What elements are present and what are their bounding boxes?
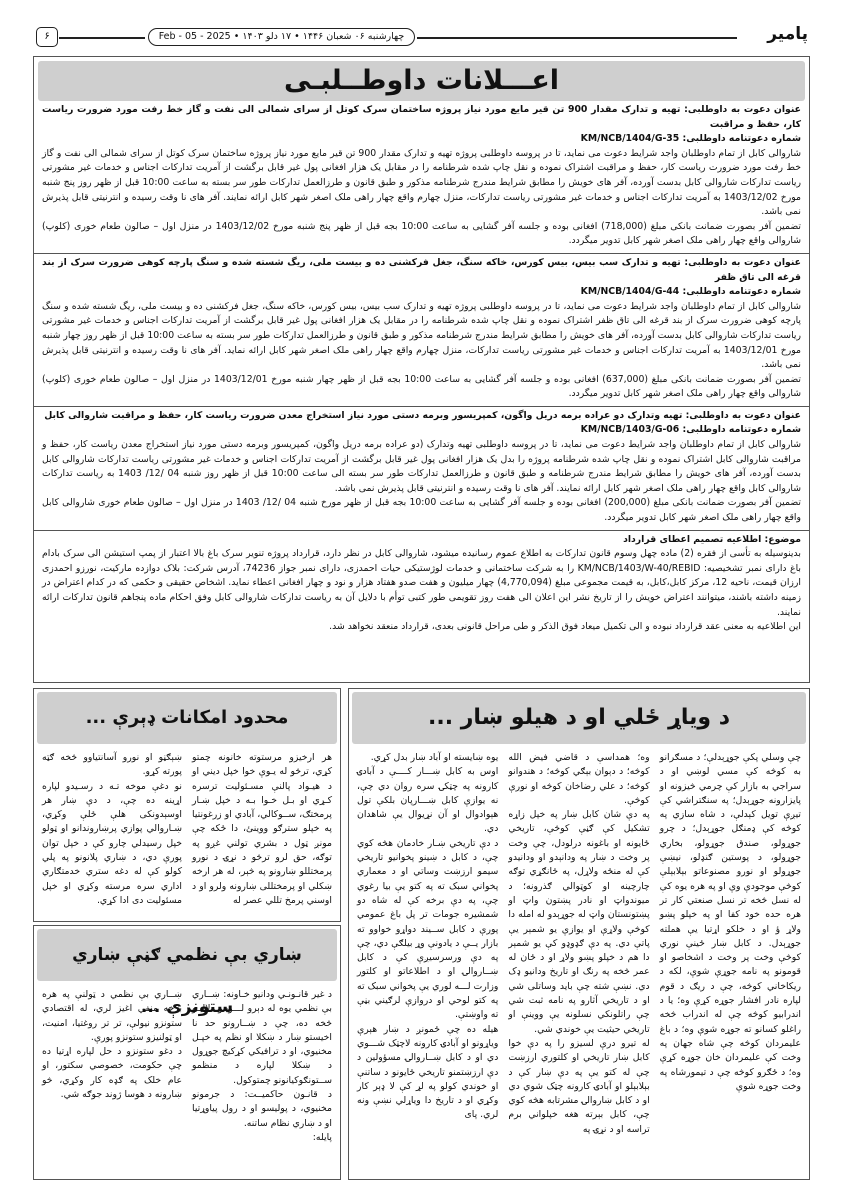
notice-body: بدینوسیله به تأسی از فقره (2) ماده چهل وسوم قانون تدارکات به اطلاع عموم رسانیده میشود، شاروالی کابل در نظر دارد، قرارداد پروژه تنویر سرک باغ بالا اعتبار از پمپ استیشن الی سرک بادام باغ دارای نمبر تشخیصیه: KM/NCB/1403/W-40/REBID را به شرکت ساختمانی و خدمات لوژستیکی حیات احمدزی، دارای نمبر جواز 74236، آدرس شرکت: بلاک دوازده مارکیت، نورزو احمدزی ارزان قیمت، ناحیه 12، مرکز کابل،کابل، به قیمت مجموعی مبلغ (4,770,094) چهار میلیون و هفت صدو هفتاد هزار و نود و چهار افغانی اعطاء نماید. اشخاص حقیقی و حکمی که در کدام اعتراض در زمینه داشته باشند، میتوانند اعتراض خویش را از تاریخ نشر این اعلان الی هفت روز تقویمی طور کتبی توأم با دلایل آن به ریاست تدارکات شاروالی کابل وفق احکام ماده پنجاهم قانون تدارکات ارائه نمایند. (42, 548, 802, 618)
award-notice (34, 531, 809, 639)
article-bottom (33, 925, 341, 1180)
tender-reference: شماره دعوتنامه داوطلبی: KM/NCB/1404/G-35 (580, 133, 801, 145)
article-column: ښــاري بې نظمي د ټولنې په هره برخه منفي اغيز لري، له اقتصادي ستونزو نيولې، تر تر روغتيا، امنيت، او ټولنيزو ستونزو پورې. د دغو ستونزو د حل لپاره اړتيا ده چې حکومت، خصوصي سکتور، او عام خلک په ګډه کار وکړي، څو ښارونه د هوسا ژوند جوګه شي. (42, 989, 182, 1101)
notice-heading: موضوع: اطلاعیه تصمیم اعطای قرارداد (623, 533, 801, 545)
tender-heading: عنوان دعوت به داوطلبی: تهیه و تدارک سب بیس، بیس کورس، خاکه سنگ، جغل فرکشنی ده و بیست ملی، ریگ شسته شده و سنگ پارچه کوهی ضرورت سرک از بند قرغه الی تاق ظفر (42, 256, 801, 283)
article-main-columns (349, 747, 809, 1141)
tender-body: شاروالی کابل از تمام داوطلبان واجد شرایط دعوت می نماید، تا در پروسه داوطلبی پروژه تهیه و تدارک سب بیس، بیس کورس، خاکه سنگ، جغل فرکشنی ده و بیست ملی، ریگ شسته شده و سنگ پارچه کوهی ضرورت سرک از بند قرغه الی تاق ظفر اشتراک نموده و نقل چاپ شده شرطنامه را در مقابل یک هزار افغانی پول غیر قابل برگشت از آمریت تدارکات اجناس و خدمات غیر مشورتی ریاست تدارکات شاروالی کابل بدست آورده، آفر های خویش را مطابق شرایط مندرج شرطنامه مذکور و طبق قانون و طرزالعمل تدارکات طور سر بسته به ساعت 10:00 قبل از ظهر روز چهار شنبه مورخ 1403/12/01 به آمریت تدارکات اجناس و خدمات غیر مشورتی ریاست تدارکات، منزل چهارم واقع چهار راهی ملک اصغر شهر کابل ارائه نماید. آفر های نا وقت رسیده و انترنیتی قابل پذیرش نمی باشد. (42, 300, 801, 371)
article-column: ښېګڼو او نورو آسانتياوو څخه ګټه پورته کړو. نو دغې موخه تـه د رسـيدو لپاره اړینه ده چې، د دې ښار هر اوسېدونکی هلې ځلې وکړي، ښـاروالي پوازي پرښاروندانو او ټولو خپل رسيدلي چارو کې د خپل توان پورې دي، د ښاري پلانونو په پلي کولو کې له دغه ستري خدمتګاري اداري سره مرسته وکړي او خپل مسئولیت دی ادا کړي. (42, 752, 182, 906)
header-rule-right (417, 37, 737, 39)
article-column: چې وسلي پکې جوړېدلې؛ د مسګرانو به کوڅه کې مسي لوښي او د سراجي به بازار کې چرمي څیزونه او پایزارونه جوړېدل؛ په سنګتراشي کې تیږې تویل کېدلې، د شاه سازي په کوڅه کې ډمنګل جوړېدل؛ د چرو جوړولو، صندق جوړولو، بخاري جوړولو، د پوستين ګنډلو، نيښې جوړولو او نورو مصنوعاتو بېلابېلې کوڅې موجودې وې او په هره يوه کې له نسل څخه تر نسل صنعتي کار تر هره حده خود کفا او په خپلو پښو ولاړ ؤ او د خلکو اړتیا يې هملته جوړېدل. د کابل ښار ځينې نوري کوڅې وخت پر وخت د اشخاصو او قومونو په نامه جوړې شوې، لکه د ریکاخاني کوڅه، چې د ريګ د قوم لپاره نادر افشار جوړه کړې وه؛ یا د اندرابيو کوڅه چې له اندراب څخه راغلو کسانو ته جوړه شوې وه؛ د باغ عليمردان کوڅه چې شاه جهان په وخت کې علیمردان خان جوړه کړې وه؛ د ځګرو کوڅه چې د تيمورشاه په وخت جوړه شوې (659, 752, 801, 1092)
article-column: يوه ښايسته او آباد ښار بدل کړي. اوس به کابل ښـــار کــــې د آبادۍ کارونه په چټکۍ سره روان دي چې، نه يوازې کابل ښـــارپان بلکې تول هېوادوال او آن نړيوال يې شاهدان دي. د دې تاريخي ښـار خادمان هڅه کوي چې، د کابل د ښينو پخوانيو تاريخي سيمو ارزښت وساتي او د معماري پخواني سبک ته په کتو يې بيا رغوي چې، په دې برخه کې له شاه دو شمشيره جومات تر پل باغ عمومي پورې د کابل ســيند دواړو خواوو ته بازار يــې د يادونې وړ بيلګې دي، چې په دې ورسرسيږې کې د کابل ښــاروالۍ او د اطلاعاتو او کلتور وزارت لـــه لوري يې پخواني سبک ته په کتو لوحي او دروازې لرګيني بڼې ته واوښتې. هيله ده چې ځمونږ د ښار هېرې وياړونو او آبادۍ کارونه لاچټک شـــوي دي او د کابل ښــاروالۍ مسؤولين د دې ارزښتمنو تاريخي ځايونو د ساتنې او خوندي کولو په لړ کې لا ډېر کار وکړي او د تاريخ دا وياړلي نښې ونه لري. پای (357, 752, 499, 1121)
tender-bond: تضمین آفر بصورت ضمانت بانکی مبلغ (200,000) افغانی بوده و جلسه آفر گشایی به ساعت 10:00 بجه قبل از ظهر مورخ شنبه 04 /12/ 1403 در منزل اول – صالون طعام خوری شاروالی کابل واقع چهار راهی ملک اصغر شهر کابل تدویر میگردد. (42, 497, 802, 524)
tender-reference: شماره دعوتنامه داوطلبی: KM/NCB/1404/G-44 (580, 286, 801, 298)
tender-ad (34, 254, 809, 407)
tender-body: شاروالی کابل از تمام داوطلبان واجد شرایط دعوت می نماید، تا در پروسه داوطلبی تهیه وتدارک (دو عراده برمه دریل واگون، کمپریسور وبرمه دستی مورد نیاز استخراج معدن ریاست کار، حفظ و مراقبت شاروالی کابل اشتراک نموده و نقل چاپ شده شرطنامه پروژه را بدل یک هزار افغانی پول غیر قابل برگشت از آمریت تدارکات اجناس و خدمات غیر مشورتی ریاست تدارکات شاروالی کابل بدست آورده، آفر های خویش را مطابق شرایط مندرج شرطنامه و طبق قانون و طرزالعمل تدارکات طور سر بسته الی ساعت 10:00 قبل از ظهر روز شنبه 04 /12/ 1403 به ریاست تدارکات شاروالی کابل واقع چهار راهی ملک اصغر شهر کابل ارائه نمایند. آفر های نا وقت رسیده و انترنیتی قابل پذیرش نمی باشد. (42, 439, 802, 494)
article-bottom-title: ښاري بې نظمي ګڼې ښاري ستونزې ... (37, 929, 337, 981)
header-rule-left (59, 37, 145, 39)
notice-footer: این اطلاعیه به معنی عقد قرارداد نبوده و الی تکمیل میعاد فوق الذکر و طی مراحل قانونی بعدی، قرارداد منعقد نخواهد شد. (329, 621, 801, 633)
tender-body: شاروالی کابل از تمام داوطلبان واجد شرایط دعوت می نماید، تا در پروسه داوطلبی پروژه تهیه و تدارک مقدار 900 تن قیر مایع مورد نیاز پروژه ساختمان سرک کوتل از سرای شمالی الی نفت و گاز خط رفت مورد ضرورت ریاست کار، حفظ و مراقبت اشتراک نموده و نقل چاپ شده شرطنامه را در مقابل یک هزار افغانی پول غیر قابل برگشت از آمریت تدارکات اجناس و خدمات غیر مشورتی ریاست تدارکات شاروالی کابل بدست آورده، آفر های خویش را مطابق شرایط مندرج شرطنامه مذکور و طبق قانون و طرزالعمل تدارکات طور سر بسته به ساعت 10:00 قبل از ظهر روز پنج شنبه مورخ 1403/12/02 به آمریت تدارکات اجناس و خدمات غیر مشورتی ریاست تدارکات، منزل چهارم واقع چهار راهی ملک اصغر شهر کابل ارائه نمایند. آفر های نا وقت رسیده و انترنیتی قابل پذیرش نمی باشد. (42, 147, 802, 218)
article-side (33, 688, 341, 922)
article-column: هر ارخیزو مرستوته خانونه چمتو کړي، ترڅو له يـوې خوا خپل دیني او د هيـواد پالنې مسـئولیت ترسره کـړي او بـل خـوا بـه د خپل ښـار پرمختګ، ســوکالي، آبادي او زرغونتيا په خپلو سترګو ووينئ، دا ځکه چې مونږ ټول د بشري تولني غږو په توګه، حق لرو ترڅو د نړۍ د نورو پرمختللو ښارونو په څېر، له هر ارخه ښکلي او پرمختللی ښارونه ولرو او د اوسني پرمخ تللي عصر له (192, 752, 332, 906)
brand-logo: پامیر (767, 24, 808, 44)
issue-date: چهارشنبه ۰۶ شعبان ۱۴۴۶ • ۱۷ دلو ۱۴۰۳ • Feb - 05 - 2025 (148, 28, 415, 46)
article-column: د غیر قانـونـي ودانيو خـاونه: ښــاري بې نظمي يوه له دېرو لـــويـو دلاليـو څخه ده، چې د ښــارونو حد نا اخیستو ښار د ښکلا او نظم په خپـل مخنيوي، او د ترافيکي کړکيچ جوړول د ښکلا لپاره د منظمو ســتونګوکيانونو چمتوکول. د قانـون حاکميــت: د جرمونو مخنيوي، د پوليسو او د رول پياوړتيا او د ښاري نظام ساتنه. پایله: (192, 989, 332, 1143)
tender-ad (34, 101, 809, 254)
tender-ad (34, 407, 809, 531)
article-main (348, 688, 810, 1180)
tender-bond: تضمین آفر بصورت ضمانت بانکی مبلغ (637,000) افغانی بوده و جلسه آفر گشایی به ساعت 10:00 بجه قبل از ظهر چهار شنبه مورخ 1403/12/01 در منزل اول – صالون طعام خوری (کلوپ) شاروالی واقع چهار راهی ملک اصغر شهر کابل تدویر میگردد. (42, 373, 801, 400)
tender-reference: شماره دعوتنامه داوطلبی: KM/NCB/1403/G-06 (580, 424, 801, 436)
article-side-columns (34, 747, 340, 912)
article-column: وه؛ همداسې د قاضي فيض الله کوڅه؛ د دېوان بېګي کوڅه؛ د هندوانو کوڅه؛ د علي رضاخان کوڅه او نورې کوڅې. په دې شان کابل ښار په خپل زاړه تشکيل کې ګڼې کوڅې، تاريخي ځايونه او باغونه درلودل، چې وخت پر وخت د ښار په ودانېدو او ودانيدو کې له منځه ولاړل، په ځانګړي توګه چارچينه او کوټوالي ګذرونه؛ د ميوندواټ او نادر پښتون واټ او پښتونستان واټ له جوړېدو له امله دا کوڅې ولاړې او يوازې يو شمېر يې پاتې دي. په دې ګډوډو کې يو شمېر دا هم د خپلو پښو ولاړ او د ځان له عمر څخه په رنګ او تاريخ ودانيو ډک دي. نښې شته چې بايد وساتلی شي او د تاريخي آثارو په نامه ثبت شي چې راتلونکي نسلونه يې ووينې او تاريخي حيثيت يې خوندي شي. له تيرو درې لسيزو را په دې خوا کابل ښار تاريخي او کلتوري ارزښت چې له کتو يې په دې ښار کې د بېلابېلو او آبادۍ کارونه چټک شوي دي او د کابل ښاروالۍ مشرتابه هڅه کوي چې، کابل بېرته هغه خپلواني برم تراسه او د نړۍ په (508, 752, 650, 1135)
tenders-title: اعـــلانات داوطــلبـی (38, 61, 805, 101)
tenders-section (33, 56, 810, 683)
article-main-title: د وياړ ځلي او د هيلو ښار ... (352, 692, 806, 744)
page-header (33, 26, 808, 50)
page-number: ۶ (36, 27, 58, 47)
tender-bond: تضمین آفر بصورت ضمانت بانکی مبلغ (718,000) افغانی بوده و جلسه آفر گشایی به ساعت 10:00 بجه قبل از ظهر پنج شنبه مورخ 1403/12/02 در منزل اول – صالون طعام خوری (کلوپ) شاروالی واقع چهار راهی ملک اصغر شهر کابل تدویر میگردد. (42, 220, 801, 247)
tender-heading: عنوان دعوت به داوطلبی: تهیه و تدارک مقدار 900 تن قیر مایع مورد نیاز پروژه ساختمان سرک کوتل از سرای شمالی الی نفت و گاز خط رفت مورد ضرورت ریاست کار، حفظ و مراقبت (42, 104, 802, 130)
tender-heading: عنوان دعوت به داوطلبی: تهیه وتدارک دو عراده برمه دریل واگون، کمپریسور وبرمه دستی مورد نیاز استخراج معدن ضرورت ریاست کار، حفظ و مراقبت شاروالی کابل (44, 409, 801, 421)
article-side-title: محدود امکانات ډېرې ... (37, 692, 337, 744)
